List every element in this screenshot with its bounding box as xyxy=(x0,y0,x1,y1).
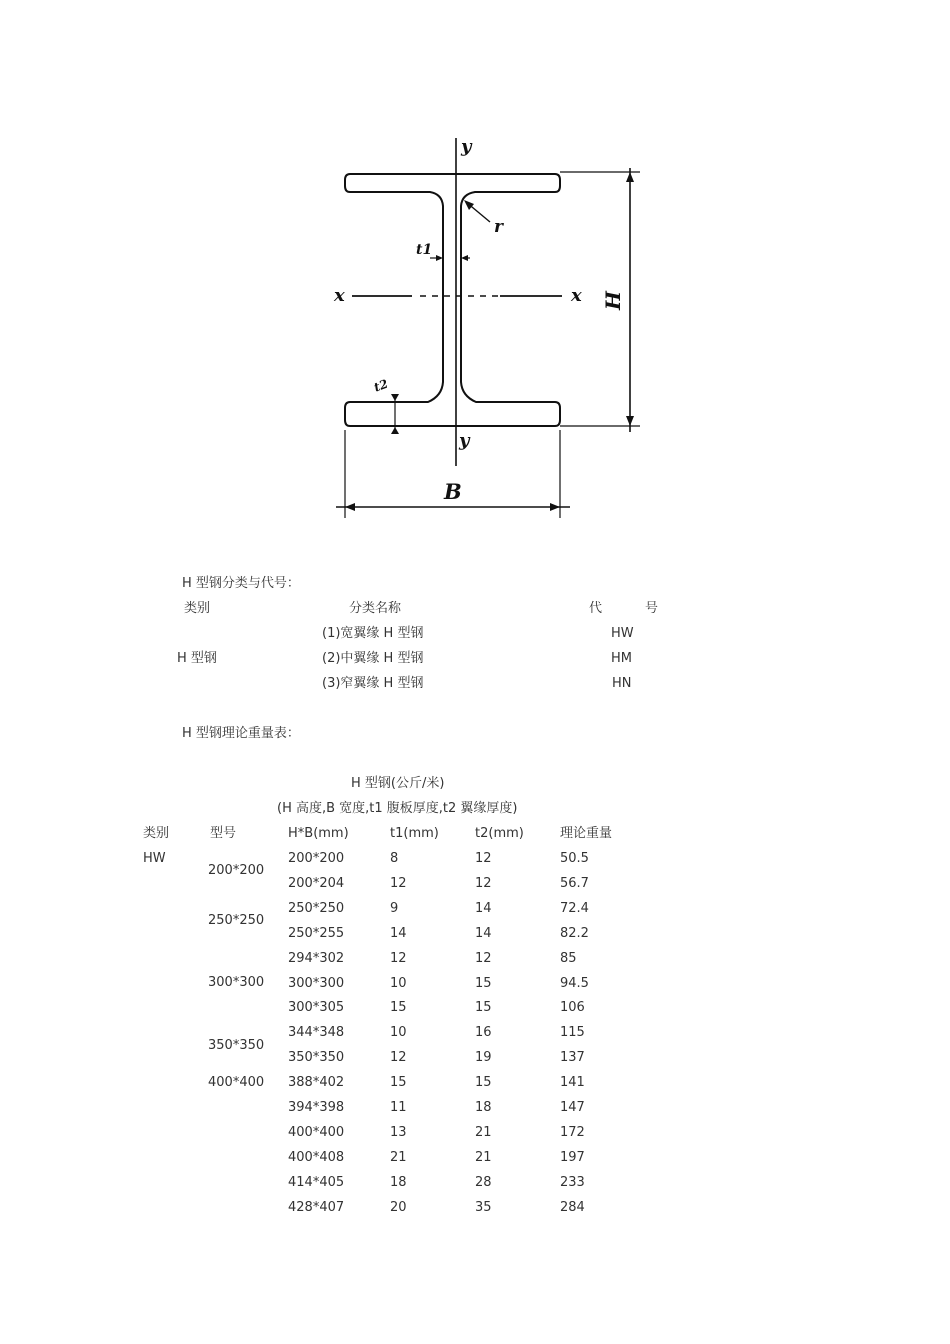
cell-t2: 15 xyxy=(475,1000,492,1015)
x-right-label: x xyxy=(571,285,582,306)
radius-pointer xyxy=(464,200,490,222)
cell-t1: 18 xyxy=(390,1175,407,1190)
cell-hb: 400*408 xyxy=(288,1150,345,1165)
b-label: B xyxy=(444,479,462,504)
cell-t1: 12 xyxy=(390,1050,407,1065)
classification-row-name: (2)中翼缘 H 型钢 xyxy=(322,651,424,666)
cell-t2: 12 xyxy=(475,951,492,966)
cell-t2: 12 xyxy=(475,876,492,891)
cell-t1: 10 xyxy=(390,976,407,991)
weight-table-caption-1: H 型钢(公斤/米) xyxy=(351,776,445,791)
weight-header-t1: t1(mm) xyxy=(390,826,439,841)
weight-header-category: 类别 xyxy=(143,826,170,841)
cell-weight: 94.5 xyxy=(560,976,589,991)
cell-hb: 200*200 xyxy=(288,851,345,866)
cell-t2: 15 xyxy=(475,1075,492,1090)
weight-header-model: 型号 xyxy=(210,826,237,841)
cell-hb: 400*400 xyxy=(288,1125,345,1140)
web-thickness-marker xyxy=(430,255,470,261)
cell-t1: 11 xyxy=(390,1100,407,1115)
cell-hb: 344*348 xyxy=(288,1025,345,1040)
cell-t2: 19 xyxy=(475,1050,492,1065)
cell-t2: 15 xyxy=(475,976,492,991)
cell-hb: 250*250 xyxy=(288,901,345,916)
y-top-label: y xyxy=(461,136,472,157)
cell-hb: 394*398 xyxy=(288,1100,345,1115)
weight-table-title: H 型钢理论重量表： xyxy=(182,726,300,741)
cell-t2: 18 xyxy=(475,1100,492,1115)
cell-weight: 141 xyxy=(560,1075,585,1090)
classification-row-code: HM xyxy=(611,651,632,666)
cell-weight: 85 xyxy=(560,951,577,966)
cell-hb: 350*350 xyxy=(288,1050,345,1065)
model-label: 400*400 xyxy=(208,1075,265,1090)
cell-t2: 28 xyxy=(475,1175,492,1190)
cell-hb: 300*300 xyxy=(288,976,345,991)
flange-thickness-marker xyxy=(391,394,399,434)
cell-t1: 12 xyxy=(390,951,407,966)
model-label: 350*350 xyxy=(208,1038,265,1053)
cell-hb: 250*255 xyxy=(288,926,345,941)
model-label: 250*250 xyxy=(208,913,265,928)
t1-label: t1 xyxy=(416,242,433,258)
cell-t1: 20 xyxy=(390,1200,407,1215)
cell-t2: 14 xyxy=(475,901,492,916)
y-bottom-label: y xyxy=(459,430,470,451)
x-left-label: x xyxy=(334,285,345,306)
cell-t1: 12 xyxy=(390,876,407,891)
cell-weight: 197 xyxy=(560,1150,585,1165)
cell-weight: 233 xyxy=(560,1175,585,1190)
cell-t2: 21 xyxy=(475,1150,492,1165)
cell-weight: 72.4 xyxy=(560,901,589,916)
cell-t1: 15 xyxy=(390,1000,407,1015)
cell-t2: 16 xyxy=(475,1025,492,1040)
cell-t1: 21 xyxy=(390,1150,407,1165)
cell-weight: 284 xyxy=(560,1200,585,1215)
h-beam-section-diagram xyxy=(0,0,950,540)
cell-weight: 172 xyxy=(560,1125,585,1140)
weight-header-t2: t2(mm) xyxy=(475,826,524,841)
cell-hb: 428*407 xyxy=(288,1200,345,1215)
classification-row-code: HW xyxy=(611,626,634,641)
cell-t1: 15 xyxy=(390,1075,407,1090)
weight-table-caption-2: (H 高度,B 宽度,t1 腹板厚度,t2 翼缘厚度) xyxy=(277,801,518,816)
cell-t1: 8 xyxy=(390,851,399,866)
width-dimension xyxy=(336,430,570,518)
classification-row-name: (1)宽翼缘 H 型钢 xyxy=(322,626,424,641)
model-label: 200*200 xyxy=(208,863,265,878)
classification-row-name: (3)窄翼缘 H 型钢 xyxy=(322,676,424,691)
cell-weight: 50.5 xyxy=(560,851,589,866)
cell-weight: 137 xyxy=(560,1050,585,1065)
cell-t2: 35 xyxy=(475,1200,492,1215)
cell-weight: 82.2 xyxy=(560,926,589,941)
classification-title: H 型钢分类与代号： xyxy=(182,576,300,591)
r-label: r xyxy=(494,217,503,237)
classification-header-code-a: 代 xyxy=(589,601,603,616)
classification-category: H 型钢 xyxy=(177,651,217,666)
cell-weight: 147 xyxy=(560,1100,585,1115)
cell-hb: 388*402 xyxy=(288,1075,345,1090)
cell-hb: 300*305 xyxy=(288,1000,345,1015)
cell-weight: 115 xyxy=(560,1025,585,1040)
classification-header-name: 分类名称 xyxy=(349,601,402,616)
cell-hb: 414*405 xyxy=(288,1175,345,1190)
weight-header-hb: H*B(mm) xyxy=(288,826,349,841)
model-label: 300*300 xyxy=(208,975,265,990)
h-label: H xyxy=(601,291,625,310)
cell-t1: 13 xyxy=(390,1125,407,1140)
cell-t2: 12 xyxy=(475,851,492,866)
weight-header-weight: 理论重量 xyxy=(560,826,613,841)
weight-category: HW xyxy=(143,851,166,866)
t2-label: t2 xyxy=(371,376,390,395)
classification-header-code-b: 号 xyxy=(645,601,659,616)
cell-weight: 106 xyxy=(560,1000,585,1015)
classification-header-category: 类别 xyxy=(184,601,211,616)
cell-t1: 9 xyxy=(390,901,399,916)
cell-t2: 21 xyxy=(475,1125,492,1140)
cell-t1: 14 xyxy=(390,926,407,941)
cell-weight: 56.7 xyxy=(560,876,589,891)
cell-t2: 14 xyxy=(475,926,492,941)
cell-t1: 10 xyxy=(390,1025,407,1040)
cell-hb: 200*204 xyxy=(288,876,345,891)
cell-hb: 294*302 xyxy=(288,951,345,966)
classification-row-code: HN xyxy=(612,676,632,691)
